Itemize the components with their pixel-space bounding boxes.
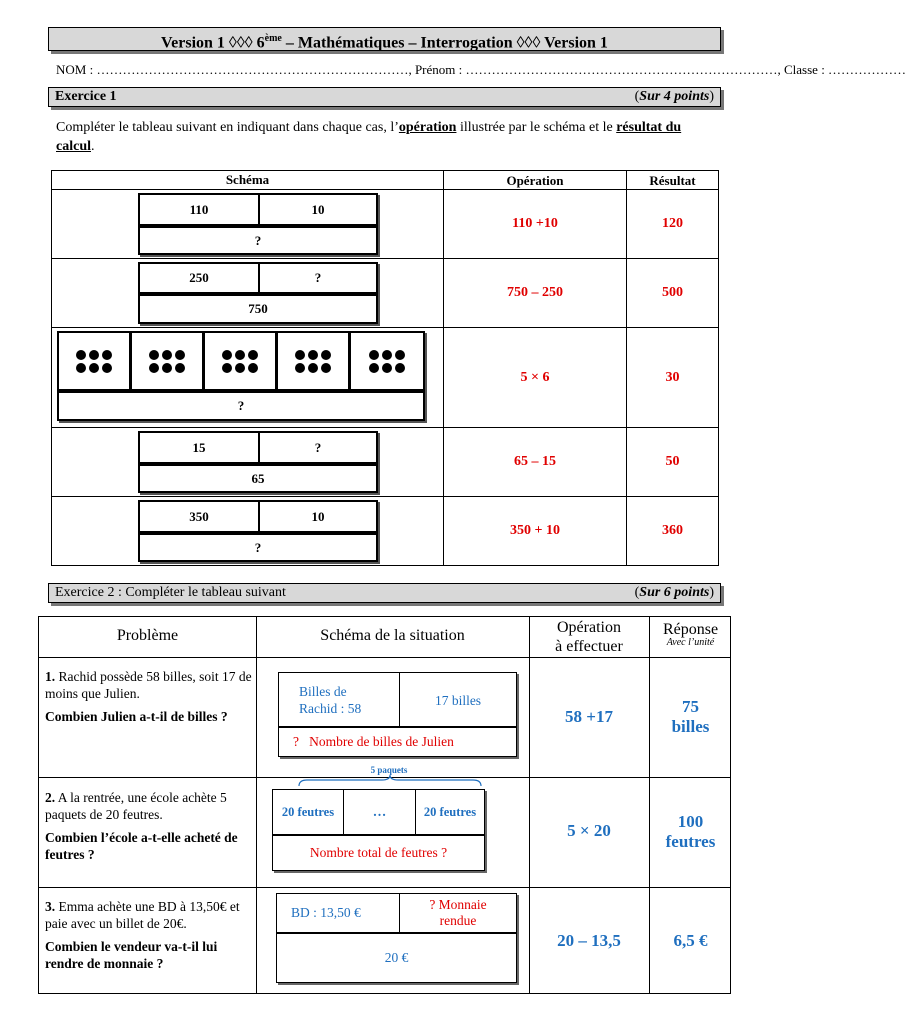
name-line[interactable]: NOM : ………………………………………………………………, Prénom : ………………………………………………………………, Classe : ………………	[56, 62, 906, 77]
answer: 6,5 €	[673, 931, 708, 950]
exercise-2-title: Exercice 2 : Compléter le tableau suivant	[55, 585, 286, 600]
schema-box-bd: BD : 13,50 €	[276, 893, 400, 933]
problem-1-question: Combien Julien a-t-il de billes ?	[45, 709, 228, 724]
answer: 100 feutres	[665, 812, 716, 851]
title-text: Version 1 ◊◊◊ 6	[161, 34, 265, 52]
schema-box-a: 350	[138, 500, 260, 533]
schema-box-a: 250	[138, 262, 260, 294]
answer: 75 billes	[671, 697, 710, 736]
schema-box-a: 15	[138, 431, 260, 464]
result-answer: 500	[662, 285, 683, 300]
table-row	[52, 258, 718, 327]
operation-answer: 20 – 13,5	[557, 931, 621, 950]
schema-box-total: 20 €	[276, 933, 517, 983]
schema-cell	[52, 190, 444, 258]
dot-group-box	[203, 331, 277, 391]
exercise-1-instructions: Compléter le tableau suivant en indiquant dans chaque cas, l’opération illustrée par le schéma et le résultat du calcul.	[56, 120, 682, 154]
operation-answer: 110 +10	[512, 216, 558, 231]
schema-box-total: ?	[57, 391, 425, 421]
schema-cell	[52, 328, 444, 427]
dots-icon	[369, 350, 405, 373]
dots-icon	[76, 350, 112, 373]
schema-box-b: ?	[258, 262, 378, 294]
dot-group-box	[130, 331, 204, 391]
dot-group-box	[57, 331, 131, 391]
schema-box-17: 17 billes	[399, 672, 517, 727]
table-row	[52, 427, 718, 496]
col-problem: Problème	[116, 627, 179, 644]
dot-group-box	[276, 331, 350, 391]
table-row	[52, 496, 718, 565]
schema-box-ellipsis: …	[343, 789, 416, 835]
result-answer: 50	[665, 454, 680, 469]
schema-box-b: 10	[258, 500, 378, 533]
result-answer: 360	[662, 523, 683, 538]
col-schema: Schéma	[52, 171, 444, 189]
schema-box-change: ? Monnaie rendue	[399, 893, 517, 933]
problem-3: 3. Emma achète une BD à 13,50€ et paie avec un billet de 20€. Combien le vendeur va-t-il lui rendre de monnaie ?	[45, 898, 255, 972]
exercise-2-points: (Sur 6 points)	[634, 585, 714, 600]
schema-box-total: Nombre total de feutres ?	[272, 835, 485, 871]
operation-answer: 350 + 10	[510, 523, 560, 538]
exercise-1-table	[51, 170, 719, 566]
schema-box-packet: 20 feutres	[415, 789, 485, 835]
problem-2-question: Combien l’école a-t-elle acheté de feutres ?	[45, 830, 238, 862]
title-sup: ème	[264, 33, 282, 44]
schema-box-b: ?	[258, 431, 378, 464]
schema-box-total: ?	[138, 533, 378, 562]
col-answer: Réponse Avec l’unité	[662, 621, 719, 648]
exercise-2-header	[48, 583, 721, 603]
exercise-1-header	[48, 87, 721, 107]
title-text-end: – Mathématiques – Interrogation ◊◊◊ Version 1	[281, 34, 608, 52]
operation-answer: 65 – 15	[514, 454, 556, 469]
schema-box-rachid: Billes de Rachid : 58	[278, 672, 400, 727]
schema-box-total: 65	[138, 464, 378, 493]
schema-cell	[52, 259, 444, 327]
col-operation: Opération	[444, 171, 627, 189]
operation-answer: 58 +17	[565, 707, 613, 726]
operation-answer: 5 × 20	[567, 821, 611, 840]
dots-icon	[222, 350, 258, 373]
schema-box-b: 10	[258, 193, 378, 226]
problem-3-question: Combien le vendeur va-t-il lui rendre de monnaie ?	[45, 939, 218, 971]
dot-group-box	[349, 331, 425, 391]
col-result: Résultat	[649, 172, 696, 188]
schema-box-total: ?	[138, 226, 378, 255]
schema-box-total: 750	[138, 294, 378, 324]
schema-cell	[52, 428, 444, 496]
dots-icon	[149, 350, 185, 373]
problem-1: 1. Rachid possède 58 billes, soit 17 de moins que Julien. Combien Julien a-t-il de billes ?	[45, 668, 255, 725]
brace-label: 5 paquets	[370, 765, 408, 775]
dots-icon	[295, 350, 331, 373]
operation-answer: 5 × 6	[520, 369, 550, 385]
table-row	[52, 327, 718, 427]
table-header	[52, 171, 718, 189]
exercise-1-title: Exercice 1	[55, 89, 117, 104]
operation-answer: 750 – 250	[507, 285, 563, 300]
col-operation: Opération à effectuer	[555, 619, 623, 655]
exercise-1-points: (Sur 4 points)	[634, 89, 714, 104]
brace-icon	[297, 774, 483, 788]
exercise-2-table	[38, 616, 731, 994]
result-answer: 120	[662, 216, 683, 231]
page-title	[48, 27, 721, 51]
schema-box-a: 110	[138, 193, 260, 226]
table-row	[52, 189, 718, 258]
schema-cell	[52, 497, 444, 565]
result-answer: 30	[665, 369, 680, 385]
schema-box-packet: 20 feutres	[272, 789, 344, 835]
schema-box-total: ? Nombre de billes de Julien	[278, 727, 517, 757]
col-schema-situation: Schéma de la situation	[320, 627, 465, 644]
problem-2: 2. A la rentrée, une école achète 5 paquets de 20 feutres. Combien l’école a-t-elle acheté de feutres ?	[45, 789, 255, 863]
